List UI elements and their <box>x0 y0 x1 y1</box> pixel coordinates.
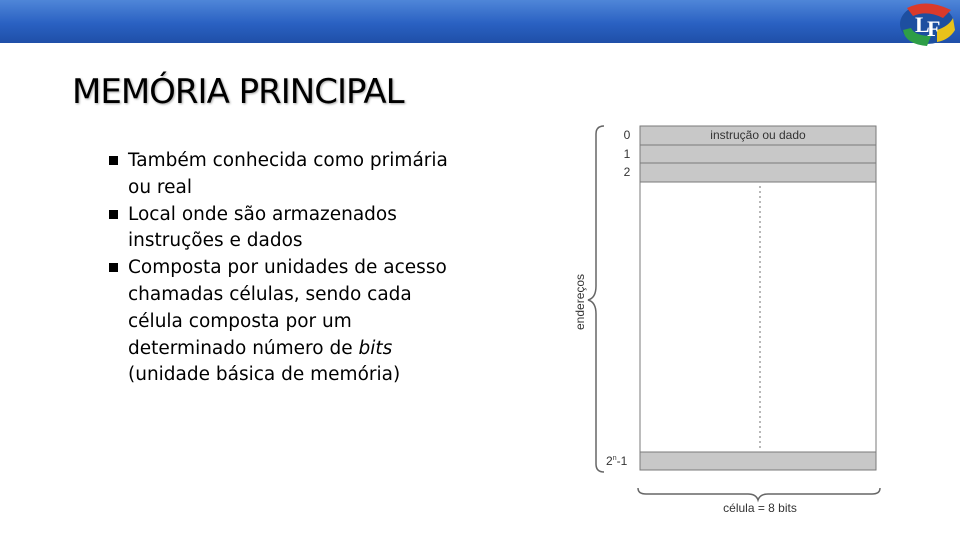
bullet-text: Composta por unidades de acesso chamadas células, sendo cada célula composta por um determinado número de <box>128 257 447 359</box>
bullet-item <box>106 255 466 389</box>
slide-title: MEMÓRIA PRINCIPAL <box>72 72 404 112</box>
bullet-text-tail: (unidade básica de memória) <box>128 364 401 386</box>
cell-width-brace <box>638 488 880 500</box>
bullet-text: Também conhecida como primária ou real <box>128 150 448 198</box>
bullet-item <box>106 148 466 202</box>
cell-label: instrução ou dado <box>710 128 806 142</box>
square-bullet-icon <box>109 263 118 272</box>
memory-cell-last <box>640 452 876 470</box>
bullet-italic-term: bits <box>358 337 393 359</box>
address-brace <box>588 126 604 472</box>
institution-logo-icon <box>893 0 957 48</box>
memory-cell <box>640 145 876 163</box>
bullet-text: Local onde são armazenados instruções e dados <box>128 203 397 252</box>
address-label: 0 <box>623 128 631 142</box>
memory-diagram <box>560 118 890 526</box>
svg-text:F: F <box>927 16 941 41</box>
header-bar <box>0 0 960 43</box>
axis-label: endereços <box>573 273 587 330</box>
square-bullet-icon <box>109 210 118 219</box>
square-bullet-icon <box>109 156 118 165</box>
bullet-item <box>106 202 466 256</box>
address-label: 1 <box>623 147 631 161</box>
bullet-list <box>106 148 466 389</box>
svg-text:L: L <box>915 12 930 37</box>
cell-size-label: célula = 8 bits <box>723 501 797 515</box>
last-address-label: 2$^n$-1 <box>606 454 628 468</box>
memory-cell <box>640 163 876 182</box>
address-label: 2 <box>623 165 631 179</box>
